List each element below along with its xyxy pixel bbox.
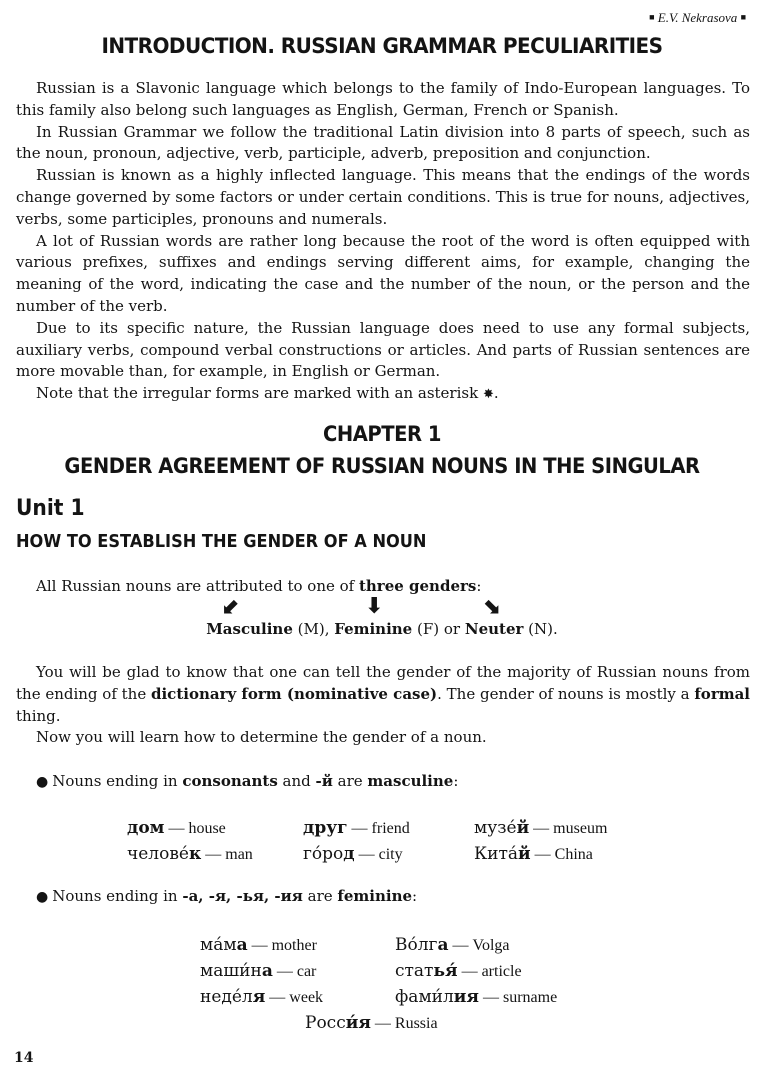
intro-note-text: Note that the irregular forms are marked with an asterisk [36,384,479,403]
word-example: дом — house [127,818,226,838]
masculine-term: Masculine [206,620,293,638]
word-example: Росси́я — Russia [305,1013,438,1033]
neuter-term: Neuter [464,620,524,638]
page-number: 14 [14,1050,34,1066]
running-head-author: E.V. Nekrasova [657,10,738,25]
intro-title: INTRODUCTION. RUSSIAN GRAMMAR PECULIARITIES [101,34,663,59]
intro-note: Note that the irregular forms are marked with an asterisk ✸. [36,384,499,403]
gender-list: Masculine (M), Feminine (F) or Neuter (N). [206,620,558,638]
asterisk-icon: ✸ [482,387,494,403]
word-example: статья́ — article [395,961,522,981]
bullet-icon: ● [36,774,49,790]
gender-explanation [16,662,750,749]
gender-explanation-paragraph: You will be glad to know that one can tell the gender of the majority of Russian nouns from the ending of the dictionary form (nominative case). The gender of nouns is mostly a formal thing. [16,663,751,725]
unit-title: Unit 1 [16,496,85,521]
intro-paragraph-4: A lot of Russian words are rather long because the root of the word is often equipped with various prefixes, suffixes and endings serving different aims, for example, changing the meaning of the word, indicating the case and the number of the noun, or the person and the number of the verb. [16,231,750,315]
gender-instruction: Now you will learn how to determine the gender of a noun. [36,728,487,747]
chapter-title: GENDER AGREEMENT OF RUSSIAN NOUNS IN THE SINGULAR [64,454,700,478]
intro-paragraph-2: In Russian Grammar we follow the traditional Latin division into 8 parts of speech, such as the noun, pronoun, adjective, verb, participle, adverb, preposition and conjunction. [16,122,750,163]
intro-paragraph-1: Russian is a Slavonic language which belongs to the family of Indo-European languages. To this family also belong such languages as English, German, French or Spanish. [16,79,750,119]
intro-paragraph-3: Russian is known as a highly inflected language. This means that the endings of the words change governed by some factors or under certain conditions. This is true for nouns, adjectives, verbs, some participles, pronouns and numerals. [16,166,750,228]
running-head: ■ E.V. Nekrasova ■ [649,10,746,25]
chapter-number: CHAPTER 1 [322,422,442,446]
word-example: маши́на — car [200,961,317,981]
unit-subtitle: HOW TO ESTABLISH THE GENDER OF A NOUN [16,531,427,552]
word-example: ма́ма — mother [200,935,317,955]
word-example: друг — friend [303,818,410,838]
three-genders-term: three genders [358,577,477,595]
intro-text [16,78,750,406]
word-example: Кита́й — China [474,844,593,864]
genders-intro-line: All Russian nouns are attributed to one of three genders: [36,577,482,595]
arrow-down-left-icon: ⬋ [222,594,241,619]
word-example: фами́лия — surname [395,987,558,1007]
bullet-icon: ● [36,889,49,905]
word-example: неде́ля — week [200,987,324,1007]
masculine-rule: ● Nouns ending in consonants and -й are masculine: [36,772,459,790]
feminine-rule: ● Nouns ending in -а, -я, -ья, -ия are feminine: [36,887,418,905]
word-example: музе́й — museum [474,818,608,838]
feminine-term: Feminine [334,620,413,638]
arrow-down-icon: ⬇ [365,594,384,619]
word-example: го́род — city [303,844,403,864]
word-example: челове́к — man [127,844,253,864]
intro-paragraph-5: Due to its specific nature, the Russian language does need to use any formal subjects, auxiliary verbs, compound verbal constructions or articles. And parts of Russian sentences are more movable than, for example, in English or German. [16,318,750,381]
arrow-down-right-icon: ⬊ [482,594,501,619]
word-example: Во́лга — Volga [395,935,510,955]
